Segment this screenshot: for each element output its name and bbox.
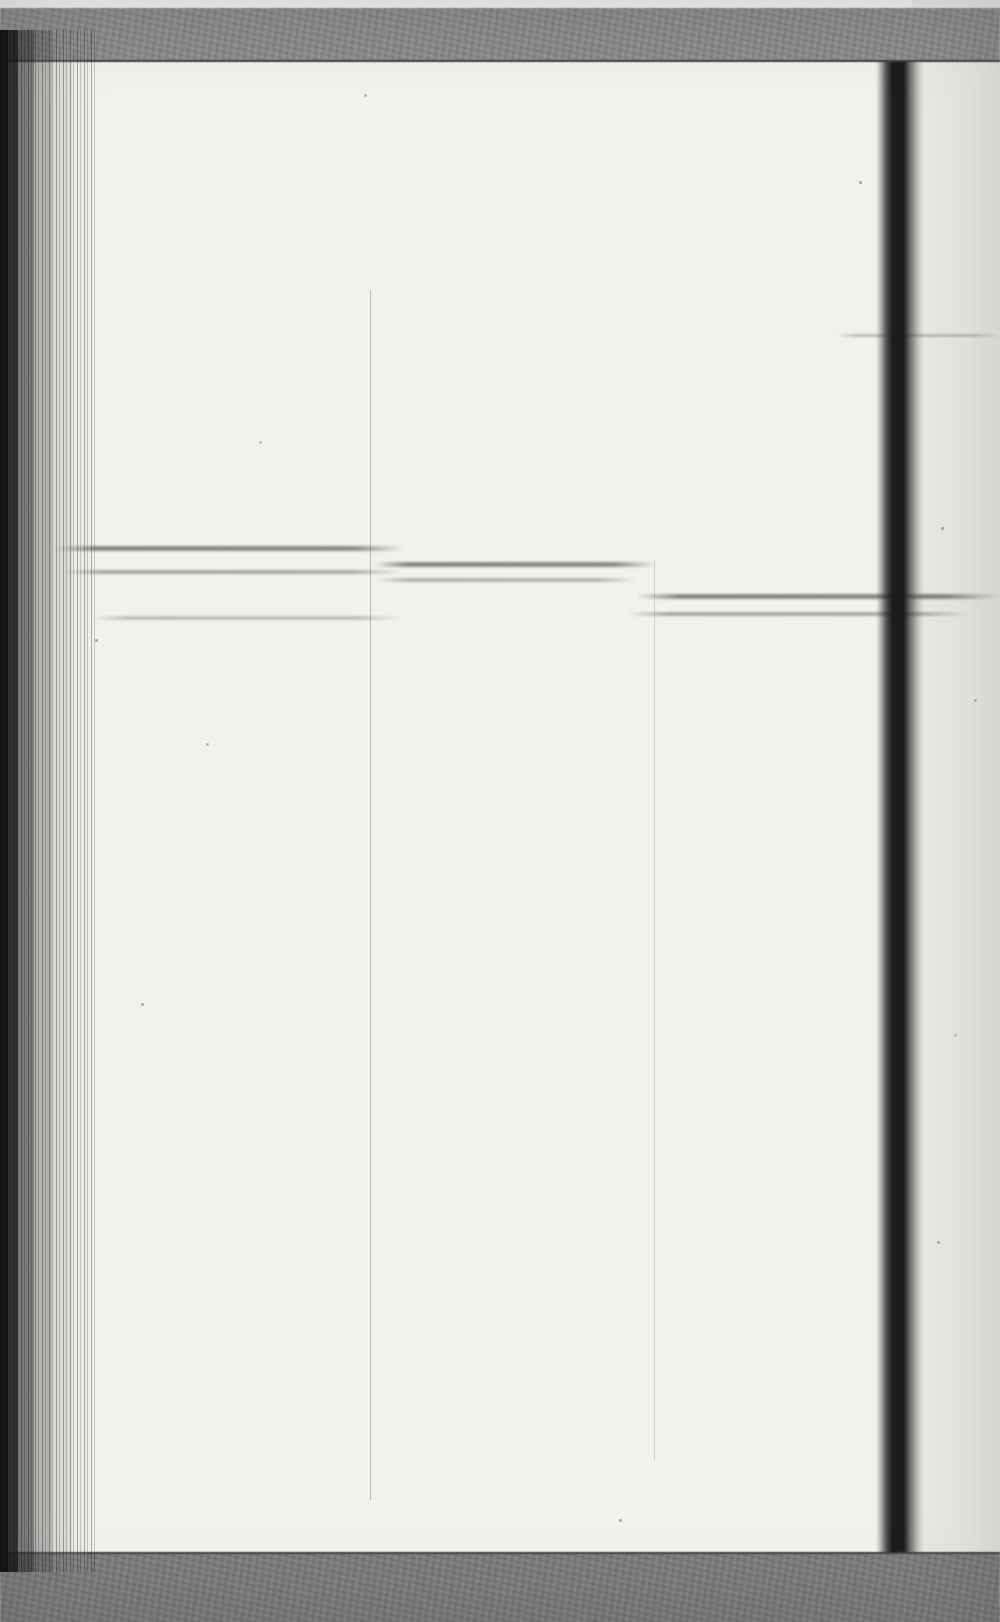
scan-bottom-edge xyxy=(0,1552,1000,1622)
scan-streak xyxy=(374,562,656,567)
scan-top-edge xyxy=(0,8,1000,62)
book-spine-shadow xyxy=(0,30,96,1572)
scan-streak xyxy=(92,616,402,620)
page-gutter-shadow xyxy=(872,34,926,1622)
scan-streak xyxy=(636,594,1000,599)
column-rule xyxy=(370,290,371,1500)
scan-streak xyxy=(376,578,636,582)
column-rule xyxy=(654,560,655,1460)
scan-streak xyxy=(55,546,405,551)
paper-specks xyxy=(0,0,1,1)
scan-streak xyxy=(62,570,402,574)
